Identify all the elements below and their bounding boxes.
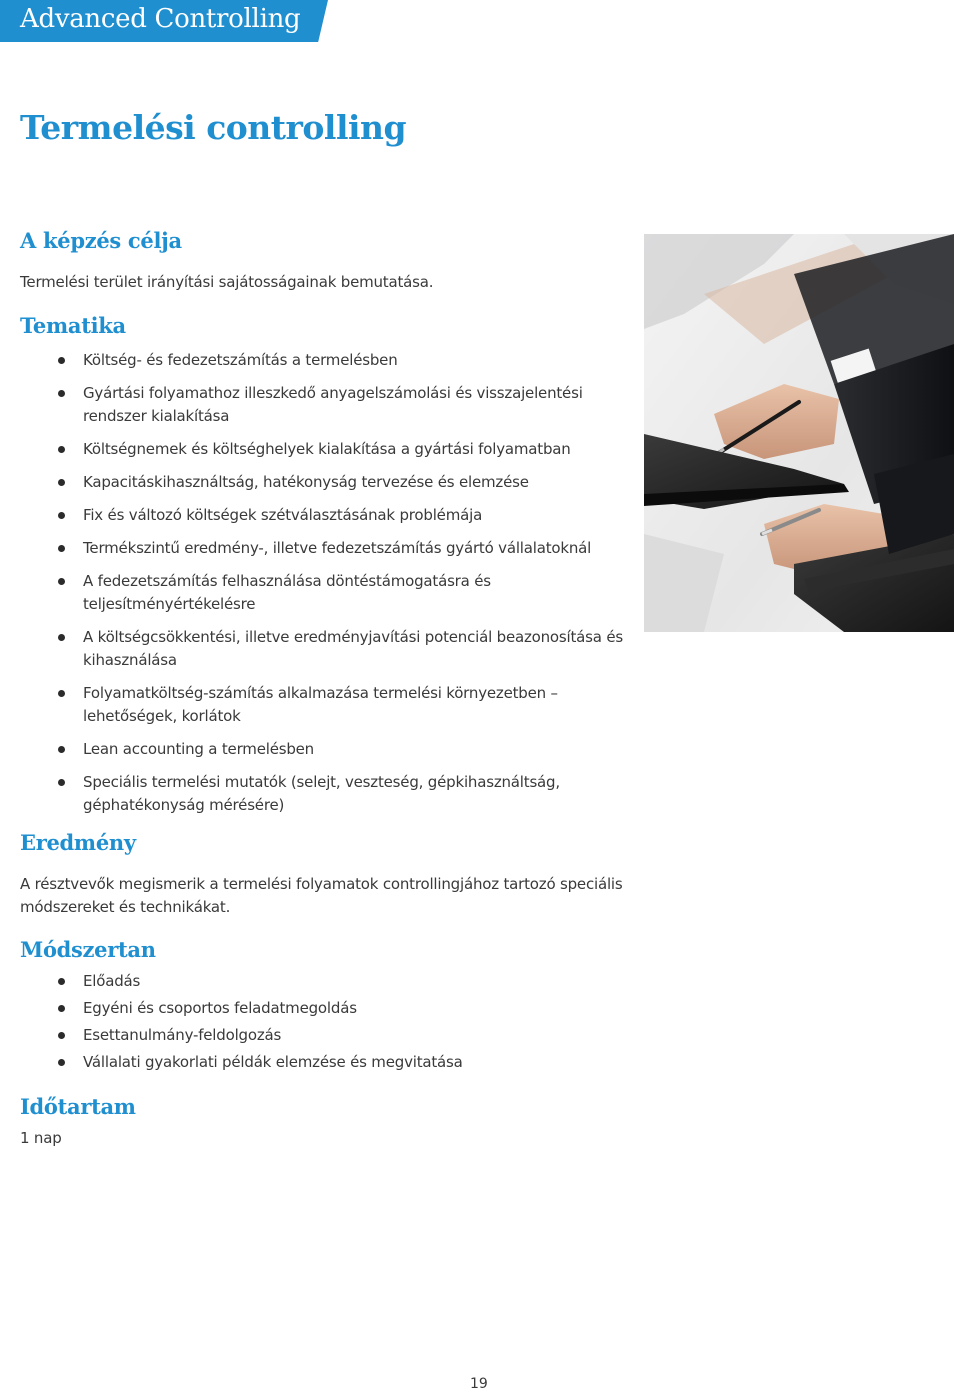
bullet-dot-icon <box>58 479 65 486</box>
list-item: Speciális termelési mutatók (selejt, veszteség, gépkihasználtság, géphatékonyság mérésére) <box>60 771 640 817</box>
section-heading-idotartam: Időtartam <box>20 1094 136 1119</box>
list-item: Fix és változó költségek szétválasztásának problémája <box>60 504 640 527</box>
list-item: Vállalati gyakorlati példák elemzése és megvitatása <box>60 1051 640 1074</box>
bullet-dot-icon <box>58 357 65 364</box>
list-item: Gyártási folyamathoz illeszkedő anyagelszámolási és visszajelentési rendszer kialakítása <box>60 382 640 428</box>
bullet-dot-icon <box>58 390 65 397</box>
eredmeny-text: A résztvevők megismerik a termelési folyamatok controllingjához tartozó speciális módszereket és technikákat. <box>20 875 623 916</box>
list-item: Költségnemek és költséghelyek kialakítása a gyártási folyamatban <box>60 438 640 461</box>
bullet-dot-icon <box>58 746 65 753</box>
section-heading-eredmeny: Eredmény <box>20 830 136 855</box>
bullet-dot-icon <box>58 446 65 453</box>
page-number: 19 <box>470 1376 488 1392</box>
list-item: Előadás <box>60 970 640 993</box>
list-item: A fedezetszámítás felhasználása döntéstámogatásra és teljesítményértékelésre <box>60 570 640 616</box>
cel-text: Termelési terület irányítási sajátosságainak bemutatása. <box>20 273 434 291</box>
bullet-dot-icon <box>58 779 65 786</box>
list-item: Lean accounting a termelésben <box>60 738 640 761</box>
list-item: Költség- és fedezetszámítás a termelésben <box>60 349 640 372</box>
brand-title: Advanced Controlling <box>20 4 301 34</box>
bullet-dot-icon <box>58 1032 65 1039</box>
list-item: A költségcsökkentési, illetve eredményjavítási potenciál beazonosítása és kihasználása <box>60 626 640 672</box>
meeting-photo <box>644 234 954 632</box>
bullet-dot-icon <box>58 634 65 641</box>
tematika-list <box>60 349 640 827</box>
section-heading-tematika: Tematika <box>20 313 126 338</box>
idotartam-text: 1 nap <box>20 1129 62 1147</box>
section-heading-modszertan: Módszertan <box>20 937 156 962</box>
bullet-dot-icon <box>58 545 65 552</box>
list-item: Kapacitáskihasználtság, hatékonyság tervezése és elemzése <box>60 471 640 494</box>
bullet-dot-icon <box>58 978 65 985</box>
page-title: Termelési controlling <box>20 108 407 147</box>
section-heading-cel: A képzés célja <box>20 228 182 253</box>
bullet-dot-icon <box>58 512 65 519</box>
list-item: Egyéni és csoportos feladatmegoldás <box>60 997 640 1020</box>
modszertan-list <box>60 970 640 1078</box>
list-item: Termékszintű eredmény-, illetve fedezetszámítás gyártó vállalatoknál <box>60 537 640 560</box>
bullet-dot-icon <box>58 578 65 585</box>
bullet-dot-icon <box>58 690 65 697</box>
list-item: Esettanulmány-feldolgozás <box>60 1024 640 1047</box>
bullet-dot-icon <box>58 1005 65 1012</box>
list-item: Folyamatköltség-számítás alkalmazása termelési környezetben – lehetőségek, korlátok <box>60 682 640 728</box>
bullet-dot-icon <box>58 1059 65 1066</box>
